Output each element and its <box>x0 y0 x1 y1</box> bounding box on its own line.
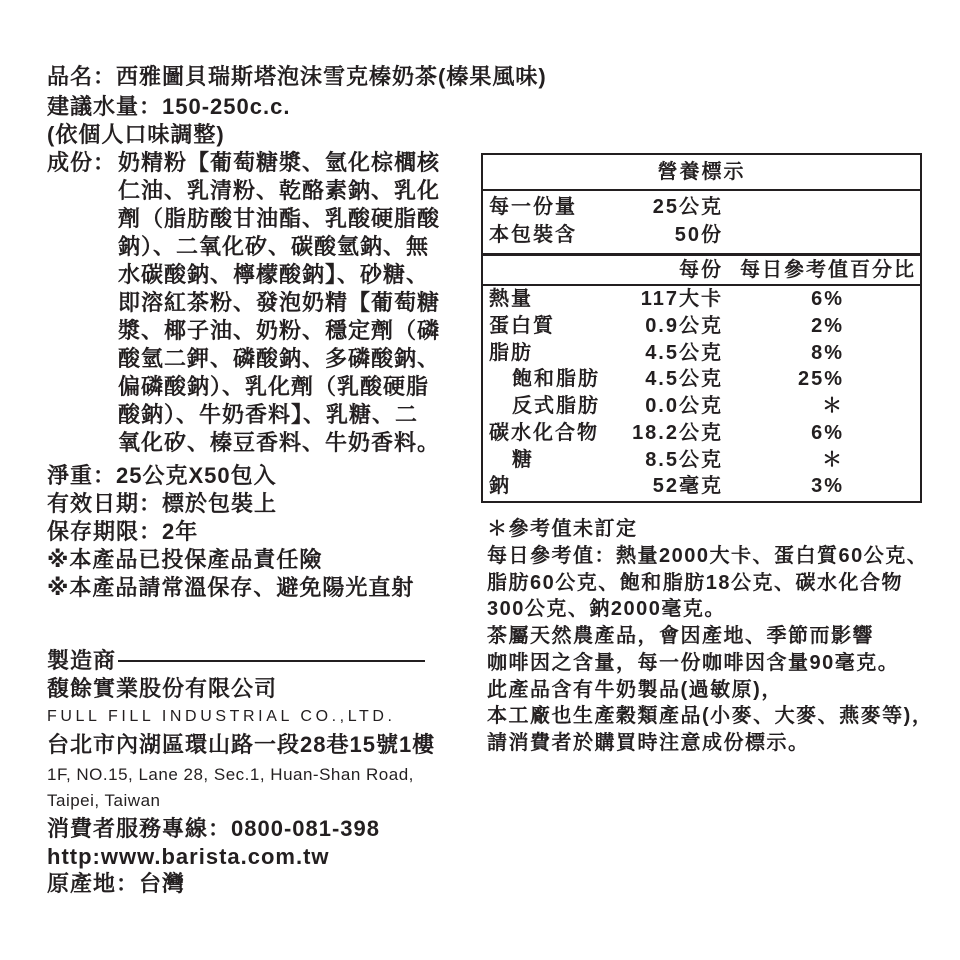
nutrient-dv: ＊ <box>822 448 844 471</box>
nutrient-amount: 52毫克 <box>652 475 723 498</box>
nutrition-title: 營養標示 <box>483 155 920 191</box>
nutrient-amount: 8.5公克 <box>645 448 723 471</box>
company-name-zh: 馥餘實業股份有限公司 <box>47 676 278 701</box>
note-line: 脂肪60公克、飽和脂肪18公克、碳水化合物 <box>487 571 903 594</box>
nutrient-subrow <box>483 393 920 420</box>
nutrient-name: 脂肪 <box>489 341 533 364</box>
nutrient-amount: 117大卡 <box>640 288 723 310</box>
ingredients-line: 劑（脂肪酸甘油酯、乳酸硬脂酸 <box>118 206 441 231</box>
expiry-date: 有效日期：標於包裝上 <box>47 491 278 516</box>
col-daily-value: 每日參考值百分比 <box>740 259 916 281</box>
nutrient-name: 碳水化合物 <box>489 421 599 444</box>
storage-notice: ※本產品請常溫保存、避免陽光直射 <box>47 575 415 600</box>
serving-size-row <box>483 193 920 221</box>
nutrient-amount: 4.5公克 <box>645 341 723 364</box>
note-line: 每日參考值：熱量2000大卡、蛋白質60公克、 <box>487 544 929 567</box>
nutrient-dv: 6% <box>811 288 844 310</box>
ingredients-line: 酸氫二鉀、磷酸鈉、多磷酸鈉、 <box>118 346 441 371</box>
nutrient-row <box>483 286 920 313</box>
servings-label: 本包裝含 <box>489 224 577 246</box>
manufacturer-rule <box>118 660 425 662</box>
nutrient-amount: 4.5公克 <box>645 368 723 391</box>
note-line: 此產品含有牛奶製品(過敏原)， <box>487 678 783 701</box>
nutrient-name: 飽和脂肪 <box>512 368 600 391</box>
ingredients-line: 漿、椰子油、奶粉、穩定劑（磷 <box>118 318 441 343</box>
note-line: ＊參考值未訂定 <box>487 518 638 540</box>
nutrient-name: 反式脂肪 <box>512 395 600 417</box>
nutrient-row <box>483 420 920 447</box>
nutrient-amount: 0.9公克 <box>645 314 723 337</box>
ingredients-line: 偏磷酸鈉）、乳化劑（乳酸硬脂 <box>118 374 430 399</box>
note-line: 300公克、鈉2000毫克。 <box>487 598 726 621</box>
nutrient-amount: 0.0公克 <box>645 395 723 417</box>
shelf-life: 保存期限：2年 <box>47 519 199 544</box>
product-name: 品名：西雅圖貝瑞斯塔泡沫雪克榛奶茶(榛果風味) <box>47 64 547 89</box>
water-note: (依個人口味調整) <box>47 122 225 147</box>
nutrient-subrow <box>483 366 920 393</box>
nutrient-dv: 6% <box>811 421 844 444</box>
website: http:www.barista.com.tw <box>47 844 330 869</box>
nutrient-subrow <box>483 447 920 474</box>
nutrition-table <box>481 153 922 503</box>
customer-hotline: 消費者服務專線：0800-081-398 <box>47 816 381 841</box>
servings-value: 50份 <box>674 224 723 246</box>
nutrient-dv: ＊ <box>822 395 844 417</box>
ingredients-line: 仁油、乳清粉、乾酪素鈉、乳化 <box>118 178 441 203</box>
note-line: 咖啡因之含量，每一份咖啡因含量90毫克。 <box>487 651 900 674</box>
ingredients-line: 水碳酸鈉、檸檬酸鈉】、砂糖、 <box>118 262 430 287</box>
nutrient-dv: 2% <box>811 314 844 337</box>
note-line: 本工廠也生產穀類產品(小麥、大麥、燕麥等)， <box>487 705 934 728</box>
nutrient-name: 蛋白質 <box>489 314 555 337</box>
nutrient-name: 鈉 <box>489 475 511 498</box>
nutrient-row <box>483 473 920 500</box>
ingredients-line: 酸鈉）、牛奶香料】、乳糖、二 <box>118 402 419 427</box>
col-per-serving: 每份 <box>679 259 723 281</box>
ingredients-line: 奶精粉【葡萄糖漿、氫化棕櫚核 <box>118 150 441 175</box>
serving-size-label: 每一份量 <box>489 196 577 218</box>
net-weight: 淨重：25公克X50包入 <box>47 463 277 488</box>
ingredients-line: 氧化矽、榛豆香料、牛奶香料。 <box>118 430 441 455</box>
ingredients-label: 成份： <box>47 150 117 175</box>
nutrient-row <box>483 340 920 367</box>
nutrition-rows <box>483 286 920 500</box>
ingredients-line: 即溶紅茶粉、發泡奶精【葡萄糖 <box>118 290 441 315</box>
note-line: 茶屬天然農產品，會因產地、季節而影響 <box>487 625 874 647</box>
nutrient-dv: 3% <box>811 475 844 498</box>
company-name-en: FULL FILL INDUSTRIAL CO.,LTD. <box>47 708 396 725</box>
nutrition-notes <box>487 516 933 757</box>
nutrition-header-row <box>483 256 920 284</box>
nutrient-dv: 8% <box>811 341 844 364</box>
address-zh: 台北市內湖區環山路一段28巷15號1樓 <box>47 732 436 757</box>
nutrient-name: 熱量 <box>489 288 533 310</box>
servings-row <box>483 221 920 249</box>
address-en-line2: Taipei, Taiwan <box>47 791 161 810</box>
serving-size-value: 25公克 <box>652 196 723 218</box>
nutrient-name: 糖 <box>512 448 534 471</box>
manufacturer-label: 製造商 <box>47 648 117 673</box>
nutrient-amount: 18.2公克 <box>632 421 723 444</box>
liability-notice: ※本產品已投保產品責任險 <box>47 547 323 572</box>
ingredients-line: 鈉）、二氧化矽、碳酸氫鈉、無 <box>118 234 430 259</box>
note-line: 請消費者於購買時注意成份標示。 <box>487 732 810 754</box>
country-of-origin: 原產地：台灣 <box>47 871 186 896</box>
suggested-water: 建議水量：150-250c.c. <box>47 94 291 119</box>
nutrient-row <box>483 313 920 340</box>
address-en-line1: 1F, NO.15, Lane 28, Sec.1, Huan-Shan Road, <box>47 765 414 784</box>
nutrient-dv: 25% <box>797 368 844 391</box>
